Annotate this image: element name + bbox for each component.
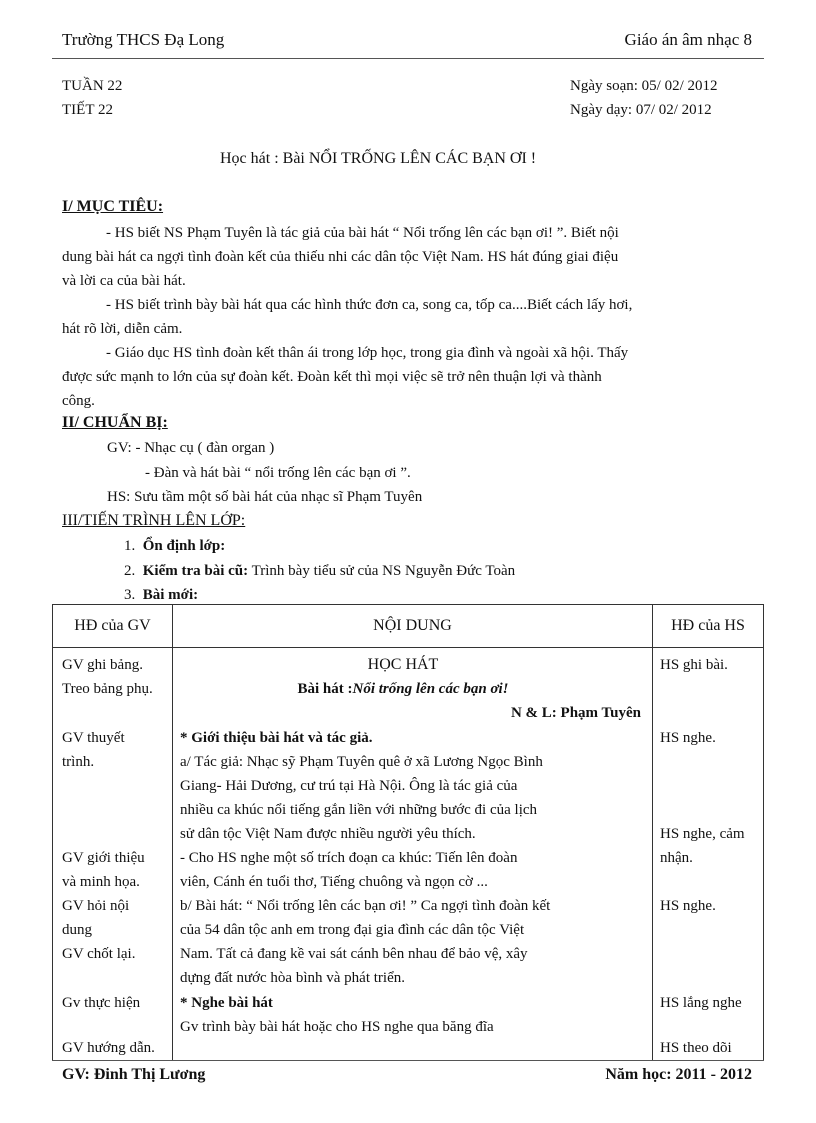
objective-line: - HS biết NS Phạm Tuyên là tác giả của bài hát “ Nổi trống lên các bạn ơi! ”. Biết nội	[106, 225, 619, 241]
gv-item: Treo bảng phụ.	[62, 681, 153, 697]
item-label: Ổn định lớp:	[142, 538, 226, 554]
hs-item: HS ghi bài.	[660, 657, 728, 673]
content-line: của 54 dân tộc anh em trong đại gia đình các dân tộc Việt	[180, 922, 525, 938]
footer-year: Năm học: 2011 - 2012	[605, 1066, 752, 1083]
intro-heading: * Giới thiệu bài hát và tác giả.	[180, 730, 373, 746]
song-title: Nổi trống lên các bạn ơi!	[352, 681, 509, 697]
lesson-table	[52, 604, 764, 1061]
hs-item: HS nghe.	[660, 898, 716, 914]
school-name: Trường THCS Đạ Long	[62, 30, 225, 49]
header-teacher: HĐ của GV	[53, 605, 173, 648]
objective-line: dung bài hát ca ngợi tình đoàn kết của thiếu nhi các dân tộc Việt Nam. HS hát đúng giai điệu	[62, 249, 619, 265]
content-line: b/ Bài hát: “ Nổi trống lên các bạn ơi! ” Ca ngợi tình đoàn kết	[180, 898, 551, 914]
gv-item: GV ghi bảng.	[62, 657, 143, 673]
content-line: nhiều ca khúc nổi tiếng gắn liền với những bước đi của lịch	[180, 802, 538, 818]
taught-date: Ngày dạy: 07/ 02/ 2012	[570, 102, 712, 118]
item-number: 3.	[124, 587, 136, 603]
gv-item: GV chốt lại.	[62, 946, 136, 962]
table-header-row	[53, 605, 764, 648]
hs-item: HS theo dõi	[660, 1040, 732, 1056]
objective-line: - HS biết trình bày bài hát qua các hình thức đơn ca, song ca, tốp ca....Biết cách lấy hơi,	[106, 297, 633, 313]
hs-item: nhận.	[660, 850, 693, 866]
item-label: Kiểm tra bài cũ:	[142, 563, 249, 579]
week-label: TUẦN 22	[62, 78, 123, 94]
student-column	[654, 649, 762, 1059]
gv-item: GV giới thiệu	[62, 850, 145, 866]
hs-item: HS nghe.	[660, 730, 716, 746]
objective-line: và lời ca của bài hát.	[62, 273, 186, 289]
content-line: - Cho HS nghe một số trích đoạn ca khúc: Tiến lên đoàn	[180, 850, 518, 866]
song-line	[174, 677, 632, 701]
hs-item: HS lắng nghe	[660, 995, 742, 1011]
gv-item: trình.	[62, 754, 95, 770]
objective-line: được sức mạnh to lớn của sự đoàn kết. Đoàn kết thì mọi việc sẽ trở nên thuận lợi và thành	[62, 369, 602, 385]
item-label: Bài mới:	[142, 587, 199, 603]
section-prep-heading: II/ CHUẨN BỊ:	[62, 414, 168, 431]
gv-item: GV thuyết	[62, 730, 125, 746]
content-line: viên, Cánh én tuổi thơ, Tiếng chuông và ngọn cờ ...	[180, 874, 488, 890]
process-item	[124, 563, 515, 580]
content-line: a/ Tác giả: Nhạc sỹ Phạm Tuyên quê ở xã Lương Ngọc Bình	[180, 754, 543, 770]
listen-text: Gv trình bày bài hát hoặc cho HS nghe qua băng đĩa	[180, 1019, 494, 1035]
objective-line: công.	[62, 393, 95, 409]
header-student: HĐ của HS	[653, 605, 764, 648]
song-label: Bài hát :	[297, 681, 353, 697]
item-number: 1.	[124, 538, 136, 554]
gv-item: và minh họa.	[62, 874, 140, 890]
content-line: Nam. Tất cả đang kề vai sát cánh bên nhau để bảo vệ, xây	[180, 946, 528, 962]
prepared-date: Ngày soạn: 05/ 02/ 2012	[570, 78, 718, 94]
hs-item: HS nghe, cảm	[660, 826, 745, 842]
subject-title	[625, 30, 752, 50]
song-author: N & L: Phạm Tuyên	[510, 705, 641, 721]
footer-rule	[52, 1060, 764, 1061]
footer-teacher: GV: Đinh Thị Lương	[62, 1066, 206, 1083]
prep-teacher-2: - Đàn và hát bài “ nổi trống lên các bạn ơi ”.	[145, 465, 411, 481]
item-number: 2.	[124, 563, 136, 579]
prep-student: HS: Sưu tầm một số bài hát của nhạc sĩ Phạm Tuyên	[107, 489, 423, 505]
process-item	[124, 538, 225, 555]
gv-item: GV hỏi nội	[62, 898, 130, 914]
content-line: dựng đất nước hòa bình và phát triển.	[180, 970, 405, 986]
section-process-heading: III/TIẾN TRÌNH LÊN LỚP:	[62, 512, 246, 529]
content-column	[174, 649, 651, 1059]
subject-text: Giáo án âm nhạc 8	[624, 30, 752, 49]
objective-line: hát rõ lời, diễn cảm.	[62, 321, 183, 337]
content-line: Giang- Hải Dương, cư trú tại Hà Nội. Ông là tác giả của	[180, 778, 518, 794]
process-item	[124, 587, 198, 604]
gv-item: Gv thực hiện	[62, 995, 141, 1011]
content-heading: HỌC HÁT	[367, 656, 439, 673]
table-row	[53, 648, 764, 1061]
gv-item: dung	[62, 922, 92, 938]
lesson-title: Học hát : Bài NỔI TRỐNG LÊN CÁC BẠN ƠI !	[220, 150, 537, 167]
listen-heading: * Nghe bài hát	[180, 995, 273, 1011]
header-content: NỘI DUNG	[173, 605, 653, 648]
content-line: sử dân tộc Việt Nam được nhiều người yêu thích.	[180, 826, 476, 842]
objective-line: - Giáo dục HS tình đoàn kết thân ái trong lớp học, trong gia đình và ngoài xã hội. Thấy	[106, 345, 629, 361]
period-label: TIẾT 22	[62, 102, 113, 118]
item-text: Trình bày tiểu sử của NS Nguyễn Đức Toàn	[248, 563, 516, 579]
prep-teacher: GV: - Nhạc cụ ( đàn organ )	[107, 440, 275, 456]
header-rule	[52, 58, 764, 59]
section-objectives-heading: I/ MỤC TIÊU:	[62, 198, 164, 215]
gv-item: GV hướng dẫn.	[62, 1040, 155, 1056]
teacher-column	[54, 649, 171, 1059]
